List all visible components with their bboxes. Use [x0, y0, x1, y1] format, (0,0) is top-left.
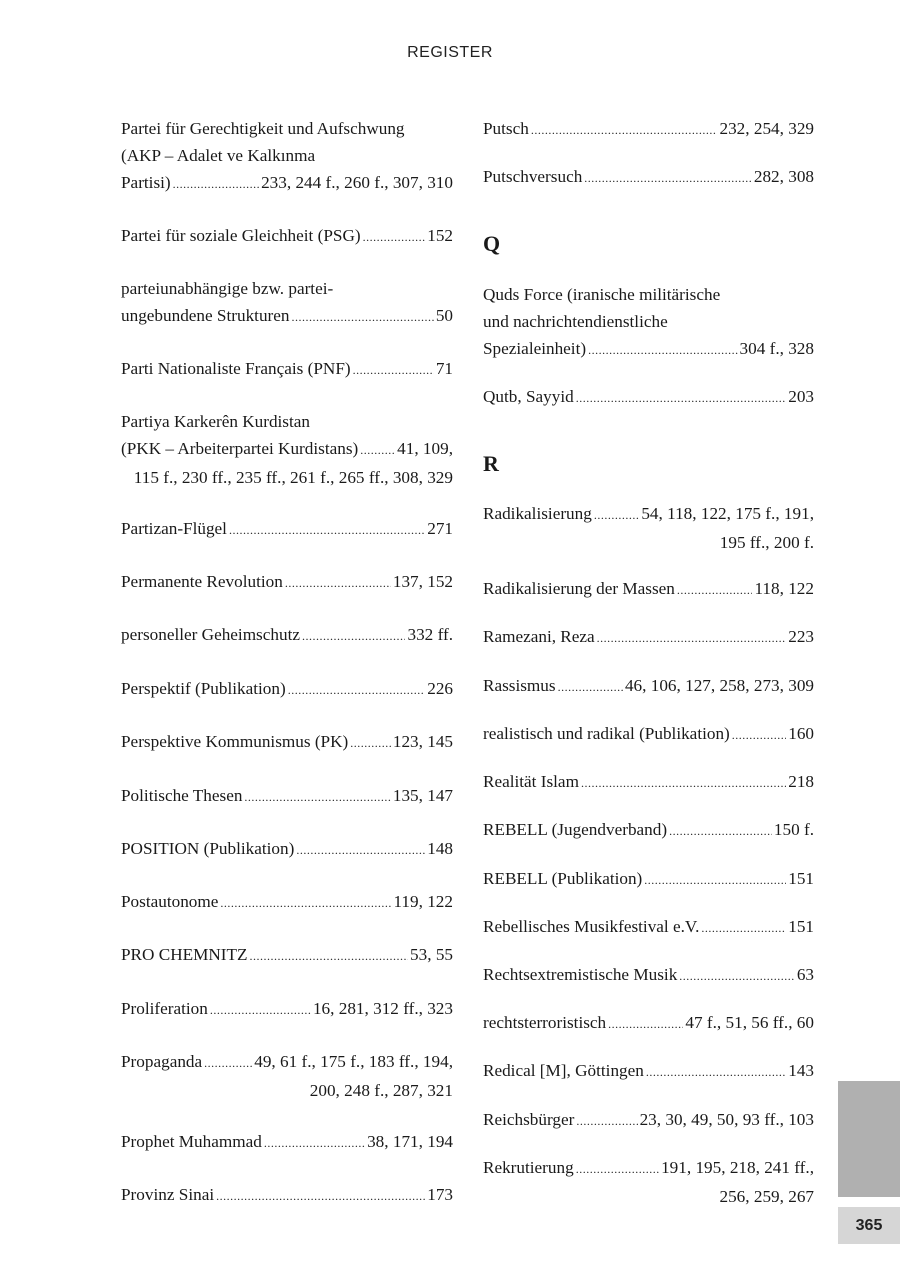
- index-entry: [483, 383, 814, 412]
- index-entry-main: [121, 835, 453, 864]
- page-references: 47 f., 51, 56 ff., 60: [685, 1013, 814, 1032]
- page-references: 23, 30, 49, 50, 93 ff., 103: [639, 1110, 814, 1129]
- index-term: (PKK – Arbeiterpartei Kurdistans): [121, 439, 359, 458]
- index-entry: [483, 768, 814, 797]
- index-entry-line: Partei für Gerechtigkeit und Aufschwung: [121, 119, 405, 138]
- index-entry-main: [121, 222, 453, 251]
- page-references: 143: [788, 1061, 814, 1080]
- index-entry: [121, 568, 453, 597]
- index-entry: [121, 1181, 453, 1210]
- page-references: 50: [435, 306, 453, 325]
- index-entry: [483, 816, 814, 845]
- index-term: ungebundene Strukturen: [121, 306, 290, 325]
- thumb-index-tab: [838, 1081, 900, 1197]
- index-entry-main: [121, 302, 453, 331]
- index-entry-main: [121, 728, 453, 757]
- index-term: Spezialeinheit): [483, 339, 587, 358]
- index-entry: [121, 782, 453, 811]
- index-entry: [483, 115, 814, 144]
- index-term: Redical [M], Göttingen: [483, 1061, 644, 1080]
- page-references: 137, 152: [392, 572, 453, 591]
- index-entry: [121, 355, 453, 384]
- index-entry-main: [121, 1181, 453, 1210]
- index-term: Putschversuch: [483, 167, 583, 186]
- index-entry-line: Quds Force (iranische militärische: [483, 285, 721, 304]
- index-entry-main: [483, 163, 814, 192]
- page-references: 41, 109,: [397, 439, 453, 458]
- index-entry: [483, 163, 814, 192]
- page-references: 150 f.: [773, 820, 814, 839]
- page-references: 49, 61 f., 175 f., 183 ff., 194,: [254, 1052, 453, 1071]
- page-references: 119, 122: [393, 892, 453, 911]
- index-entry: [121, 728, 453, 757]
- index-entry-main: [483, 1057, 814, 1086]
- dot-leader: [531, 115, 718, 144]
- index-entry: [483, 500, 814, 556]
- index-entry: [483, 1009, 814, 1038]
- index-entry: [121, 888, 453, 917]
- index-entry-main: [121, 782, 453, 811]
- index-term: Putsch: [483, 119, 529, 138]
- index-term: Parti Nationaliste Français (PNF): [121, 359, 351, 378]
- index-term: Partisi): [121, 173, 171, 192]
- index-entry-main: [483, 1106, 814, 1135]
- dot-leader: [302, 621, 406, 650]
- index-entry: [483, 1106, 814, 1135]
- index-entry: [121, 941, 453, 970]
- index-entry-main: [121, 888, 453, 917]
- index-entry-main: [483, 816, 814, 845]
- section-letter: Q: [483, 231, 501, 256]
- section-letter: R: [483, 451, 499, 476]
- page-references: 152: [427, 226, 453, 245]
- index-term: Rechtsextremistische Musik: [483, 965, 678, 984]
- dot-leader: [288, 675, 426, 704]
- index-term: Perspektive Kommunismus (PK): [121, 732, 349, 751]
- index-term: Partizan-Flügel: [121, 519, 227, 538]
- page-references: 282, 308: [753, 167, 814, 186]
- index-term: personeller Geheimschutz: [121, 625, 300, 644]
- page-references: 191, 195, 218, 241 ff.,: [661, 1158, 814, 1177]
- index-entry-main: [483, 720, 814, 749]
- index-term: Rassismus: [483, 676, 556, 695]
- index-term: Permanente Revolution: [121, 572, 283, 591]
- dot-leader: [584, 163, 752, 192]
- page-references: 71: [435, 359, 453, 378]
- index-term: Propaganda: [121, 1052, 203, 1071]
- page-header: REGISTER: [407, 44, 493, 61]
- page-references: 332 ff.: [407, 625, 453, 644]
- index-term: Prophet Muhammad: [121, 1132, 262, 1151]
- index-term: Postautonome: [121, 892, 219, 911]
- dot-leader: [250, 941, 409, 970]
- page-references-continued: 200, 248 f., 287, 321: [309, 1081, 453, 1100]
- index-term: Realität Islam: [483, 772, 579, 791]
- dot-leader: [588, 335, 737, 364]
- page-references: 151: [788, 869, 814, 888]
- index-term: Politische Thesen: [121, 786, 243, 805]
- dot-leader: [679, 961, 795, 990]
- index-entry: [483, 281, 814, 364]
- dot-leader: [581, 768, 786, 797]
- index-entry-main: [483, 1154, 814, 1183]
- index-entry-main: [483, 961, 814, 990]
- index-entry: [483, 672, 814, 701]
- dot-leader: [264, 1128, 365, 1157]
- index-entry-main: [121, 355, 453, 384]
- index-entry-main: [121, 1048, 453, 1077]
- index-entry-main: [483, 623, 814, 652]
- page-number: 365: [838, 1207, 900, 1244]
- page-references: 160: [788, 724, 814, 743]
- index-entry-main: [483, 1009, 814, 1038]
- index-term: Ramezani, Reza: [483, 627, 595, 646]
- index-entry-main: [121, 568, 453, 597]
- page-references-continued: 256, 259, 267: [719, 1187, 814, 1206]
- index-entry: [121, 621, 453, 650]
- dot-leader: [173, 169, 259, 198]
- page-references: 218: [788, 772, 814, 791]
- index-entry-main: [483, 575, 814, 604]
- index-term: REBELL (Jugendverband): [483, 820, 668, 839]
- index-entry: [121, 408, 453, 491]
- index-entry: [483, 1057, 814, 1086]
- dot-leader: [576, 383, 787, 412]
- dot-leader: [292, 302, 434, 331]
- index-entry-main: [483, 383, 814, 412]
- dot-leader: [677, 575, 753, 604]
- dot-leader: [229, 515, 425, 544]
- dot-leader: [558, 672, 623, 701]
- page-references: 148: [427, 839, 453, 858]
- index-entry: [483, 913, 814, 942]
- index-entry-line: Partiya Karkerên Kurdistan: [121, 412, 310, 431]
- dot-leader: [608, 1009, 683, 1038]
- dot-leader: [646, 1057, 786, 1086]
- index-entry: [121, 515, 453, 544]
- index-entry: [121, 1048, 453, 1104]
- index-entry: [483, 575, 814, 604]
- index-entry: [121, 675, 453, 704]
- page-references: 233, 244 f., 260 f., 307, 310: [261, 173, 453, 192]
- page-references: 123, 145: [392, 732, 453, 751]
- page-references: 46, 106, 127, 258, 273, 309: [624, 676, 814, 695]
- dot-leader: [576, 1154, 659, 1183]
- page-references: 63: [796, 965, 814, 984]
- dot-leader: [353, 355, 434, 384]
- index-entry-main: [483, 500, 814, 529]
- index-term: Qutb, Sayyid: [483, 387, 574, 406]
- dot-leader: [732, 720, 786, 749]
- index-term: Rekrutierung: [483, 1158, 574, 1177]
- index-entry-main: [483, 913, 814, 942]
- index-entry-main: [483, 335, 814, 364]
- index-entry-main: [121, 621, 453, 650]
- dot-leader: [363, 222, 426, 251]
- dot-leader: [360, 435, 395, 464]
- dot-leader: [296, 835, 425, 864]
- index-entry: [483, 1154, 814, 1210]
- index-term: Perspektif (Publikation): [121, 679, 286, 698]
- index-term: Rebellisches Musikfestival e.V.: [483, 917, 700, 936]
- index-term: rechtsterroristisch: [483, 1013, 607, 1032]
- index-entry-main: [121, 515, 453, 544]
- index-entry: [121, 275, 453, 331]
- index-entry-line: und nachrichtendienstliche: [483, 312, 668, 331]
- index-entry: [121, 1128, 453, 1157]
- page-references: 226: [427, 679, 453, 698]
- index-entry-main: [121, 941, 453, 970]
- dot-leader: [350, 728, 391, 757]
- index-term: POSITION (Publikation): [121, 839, 295, 858]
- dot-leader: [594, 500, 639, 529]
- dot-leader: [204, 1048, 252, 1077]
- index-entry: [483, 961, 814, 990]
- index-term: Partei für soziale Gleichheit (PSG): [121, 226, 361, 245]
- dot-leader: [701, 913, 786, 942]
- index-entry: [121, 115, 453, 198]
- page-references: 151: [788, 917, 814, 936]
- index-term: Radikalisierung der Massen: [483, 579, 675, 598]
- index-entry-main: [483, 115, 814, 144]
- index-term: Reichsbürger: [483, 1110, 575, 1129]
- dot-leader: [597, 623, 787, 652]
- dot-leader: [576, 1106, 637, 1135]
- index-entry: [121, 222, 453, 251]
- dot-leader: [210, 995, 311, 1024]
- index-entry-main: [483, 672, 814, 701]
- index-term: REBELL (Publikation): [483, 869, 643, 888]
- page-references-continued: 115 f., 230 ff., 235 ff., 261 f., 265 ff., 308, 329: [133, 468, 453, 487]
- dot-leader: [644, 865, 786, 894]
- page-references: 54, 118, 122, 175 f., 191,: [641, 504, 814, 523]
- page-references: 203: [788, 387, 814, 406]
- index-term: PRO CHEMNITZ: [121, 945, 248, 964]
- page-references: 38, 171, 194: [367, 1132, 453, 1151]
- index-entry-main: [121, 995, 453, 1024]
- page-references: 232, 254, 329: [719, 119, 814, 138]
- dot-leader: [216, 1181, 425, 1210]
- page-references: 173: [427, 1185, 453, 1204]
- index-entry: [483, 623, 814, 652]
- index-entry: [483, 720, 814, 749]
- index-entry-main: [121, 169, 453, 198]
- index-entry-line: parteiunabhängige bzw. partei-: [121, 279, 334, 298]
- index-term: Proliferation: [121, 999, 208, 1018]
- index-term: realistisch und radikal (Publikation): [483, 724, 730, 743]
- dot-leader: [669, 816, 772, 845]
- page-references: 304 f., 328: [739, 339, 814, 358]
- page-references-continued: 195 ff., 200 f.: [719, 533, 814, 552]
- index-entry: [483, 865, 814, 894]
- page-references: 223: [788, 627, 814, 646]
- dot-leader: [285, 568, 391, 597]
- page-references: 16, 281, 312 ff., 323: [312, 999, 453, 1018]
- page-references: 53, 55: [410, 945, 453, 964]
- index-entry-main: [121, 675, 453, 704]
- index-entry-line: (AKP – Adalet ve Kalkınma: [121, 146, 316, 165]
- index-entry: [121, 835, 453, 864]
- dot-leader: [220, 888, 391, 917]
- page-references: 118, 122: [754, 579, 814, 598]
- index-term: Radikalisierung: [483, 504, 592, 523]
- index-entry: [121, 995, 453, 1024]
- index-entry-main: [121, 435, 453, 464]
- dot-leader: [244, 782, 390, 811]
- index-entry-main: [483, 768, 814, 797]
- page-references: 135, 147: [392, 786, 453, 805]
- index-term: Provinz Sinai: [121, 1185, 215, 1204]
- page-references: 271: [427, 519, 453, 538]
- index-entry-main: [121, 1128, 453, 1157]
- index-entry-main: [483, 865, 814, 894]
